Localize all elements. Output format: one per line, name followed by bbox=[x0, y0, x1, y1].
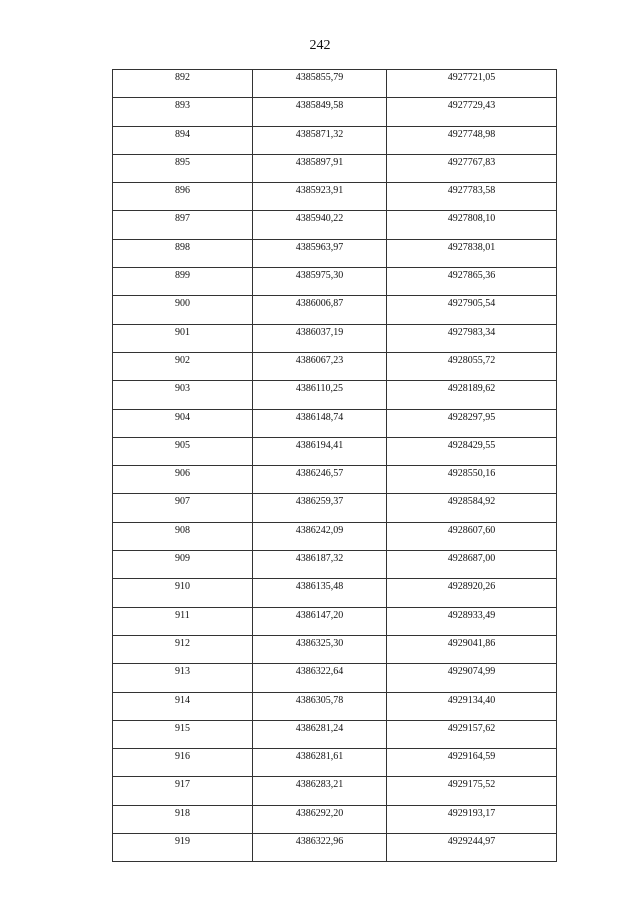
coordinates-table bbox=[112, 69, 557, 862]
y-coordinate-cell: 4927748,98 bbox=[387, 126, 557, 154]
y-coordinate-cell: 4928607,60 bbox=[387, 522, 557, 550]
table-row bbox=[113, 154, 557, 182]
table-row bbox=[113, 211, 557, 239]
table-row bbox=[113, 70, 557, 98]
y-coordinate-cell: 4929193,17 bbox=[387, 805, 557, 833]
point-number-cell: 903 bbox=[113, 381, 253, 409]
point-number-cell: 919 bbox=[113, 834, 253, 862]
point-number-cell: 914 bbox=[113, 692, 253, 720]
y-coordinate-cell: 4929074,99 bbox=[387, 664, 557, 692]
point-number-cell: 904 bbox=[113, 409, 253, 437]
point-number-cell: 913 bbox=[113, 664, 253, 692]
y-coordinate-cell: 4929164,59 bbox=[387, 749, 557, 777]
table-row bbox=[113, 522, 557, 550]
table-row bbox=[113, 777, 557, 805]
y-coordinate-cell: 4927838,01 bbox=[387, 239, 557, 267]
x-coordinate-cell: 4386281,24 bbox=[253, 720, 387, 748]
point-number-cell: 899 bbox=[113, 268, 253, 296]
x-coordinate-cell: 4386067,23 bbox=[253, 352, 387, 380]
point-number-cell: 900 bbox=[113, 296, 253, 324]
y-coordinate-cell: 4929244,97 bbox=[387, 834, 557, 862]
x-coordinate-cell: 4386147,20 bbox=[253, 607, 387, 635]
table-row bbox=[113, 635, 557, 663]
y-coordinate-cell: 4928550,16 bbox=[387, 466, 557, 494]
point-number-cell: 915 bbox=[113, 720, 253, 748]
x-coordinate-cell: 4386259,37 bbox=[253, 494, 387, 522]
point-number-cell: 902 bbox=[113, 352, 253, 380]
y-coordinate-cell: 4927808,10 bbox=[387, 211, 557, 239]
table-row bbox=[113, 664, 557, 692]
x-coordinate-cell: 4385923,91 bbox=[253, 183, 387, 211]
x-coordinate-cell: 4386322,96 bbox=[253, 834, 387, 862]
table-row bbox=[113, 579, 557, 607]
x-coordinate-cell: 4386242,09 bbox=[253, 522, 387, 550]
table-row bbox=[113, 437, 557, 465]
table-row bbox=[113, 692, 557, 720]
y-coordinate-cell: 4929175,52 bbox=[387, 777, 557, 805]
table-row bbox=[113, 296, 557, 324]
point-number-cell: 893 bbox=[113, 98, 253, 126]
point-number-cell: 916 bbox=[113, 749, 253, 777]
x-coordinate-cell: 4386281,61 bbox=[253, 749, 387, 777]
table-row bbox=[113, 466, 557, 494]
table-row bbox=[113, 126, 557, 154]
page-number: 242 bbox=[309, 38, 331, 53]
x-coordinate-cell: 4385849,58 bbox=[253, 98, 387, 126]
table-row bbox=[113, 352, 557, 380]
y-coordinate-cell: 4929041,86 bbox=[387, 635, 557, 663]
y-coordinate-cell: 4927729,43 bbox=[387, 98, 557, 126]
x-coordinate-cell: 4385855,79 bbox=[253, 70, 387, 98]
point-number-cell: 917 bbox=[113, 777, 253, 805]
table-row bbox=[113, 268, 557, 296]
point-number-cell: 912 bbox=[113, 635, 253, 663]
point-number-cell: 918 bbox=[113, 805, 253, 833]
table-row bbox=[113, 720, 557, 748]
x-coordinate-cell: 4385871,32 bbox=[253, 126, 387, 154]
table-row bbox=[113, 749, 557, 777]
x-coordinate-cell: 4386305,78 bbox=[253, 692, 387, 720]
x-coordinate-cell: 4386283,21 bbox=[253, 777, 387, 805]
table-row bbox=[113, 409, 557, 437]
point-number-cell: 906 bbox=[113, 466, 253, 494]
point-number-cell: 910 bbox=[113, 579, 253, 607]
table-body bbox=[113, 70, 557, 862]
y-coordinate-cell: 4927865,36 bbox=[387, 268, 557, 296]
y-coordinate-cell: 4927721,05 bbox=[387, 70, 557, 98]
point-number-cell: 898 bbox=[113, 239, 253, 267]
table-row bbox=[113, 494, 557, 522]
table-row bbox=[113, 607, 557, 635]
table-row bbox=[113, 834, 557, 862]
y-coordinate-cell: 4928687,00 bbox=[387, 551, 557, 579]
x-coordinate-cell: 4385897,91 bbox=[253, 154, 387, 182]
table-row bbox=[113, 183, 557, 211]
point-number-cell: 896 bbox=[113, 183, 253, 211]
y-coordinate-cell: 4928933,49 bbox=[387, 607, 557, 635]
table-row bbox=[113, 324, 557, 352]
y-coordinate-cell: 4927905,54 bbox=[387, 296, 557, 324]
x-coordinate-cell: 4385963,97 bbox=[253, 239, 387, 267]
point-number-cell: 894 bbox=[113, 126, 253, 154]
x-coordinate-cell: 4386292,20 bbox=[253, 805, 387, 833]
table-row bbox=[113, 805, 557, 833]
point-number-cell: 908 bbox=[113, 522, 253, 550]
y-coordinate-cell: 4927783,58 bbox=[387, 183, 557, 211]
x-coordinate-cell: 4386148,74 bbox=[253, 409, 387, 437]
table-row bbox=[113, 381, 557, 409]
y-coordinate-cell: 4929134,40 bbox=[387, 692, 557, 720]
point-number-cell: 911 bbox=[113, 607, 253, 635]
table-row bbox=[113, 239, 557, 267]
x-coordinate-cell: 4386325,30 bbox=[253, 635, 387, 663]
y-coordinate-cell: 4929157,62 bbox=[387, 720, 557, 748]
point-number-cell: 907 bbox=[113, 494, 253, 522]
x-coordinate-cell: 4385975,30 bbox=[253, 268, 387, 296]
point-number-cell: 901 bbox=[113, 324, 253, 352]
x-coordinate-cell: 4386135,48 bbox=[253, 579, 387, 607]
y-coordinate-cell: 4927767,83 bbox=[387, 154, 557, 182]
y-coordinate-cell: 4928189,62 bbox=[387, 381, 557, 409]
y-coordinate-cell: 4928297,95 bbox=[387, 409, 557, 437]
x-coordinate-cell: 4386037,19 bbox=[253, 324, 387, 352]
point-number-cell: 895 bbox=[113, 154, 253, 182]
y-coordinate-cell: 4928584,92 bbox=[387, 494, 557, 522]
x-coordinate-cell: 4386006,87 bbox=[253, 296, 387, 324]
y-coordinate-cell: 4927983,34 bbox=[387, 324, 557, 352]
point-number-cell: 909 bbox=[113, 551, 253, 579]
x-coordinate-cell: 4386187,32 bbox=[253, 551, 387, 579]
x-coordinate-cell: 4385940,22 bbox=[253, 211, 387, 239]
point-number-cell: 897 bbox=[113, 211, 253, 239]
x-coordinate-cell: 4386194,41 bbox=[253, 437, 387, 465]
x-coordinate-cell: 4386246,57 bbox=[253, 466, 387, 494]
x-coordinate-cell: 4386110,25 bbox=[253, 381, 387, 409]
y-coordinate-cell: 4928429,55 bbox=[387, 437, 557, 465]
x-coordinate-cell: 4386322,64 bbox=[253, 664, 387, 692]
y-coordinate-cell: 4928055,72 bbox=[387, 352, 557, 380]
table-row bbox=[113, 551, 557, 579]
point-number-cell: 892 bbox=[113, 70, 253, 98]
y-coordinate-cell: 4928920,26 bbox=[387, 579, 557, 607]
point-number-cell: 905 bbox=[113, 437, 253, 465]
table-row bbox=[113, 98, 557, 126]
